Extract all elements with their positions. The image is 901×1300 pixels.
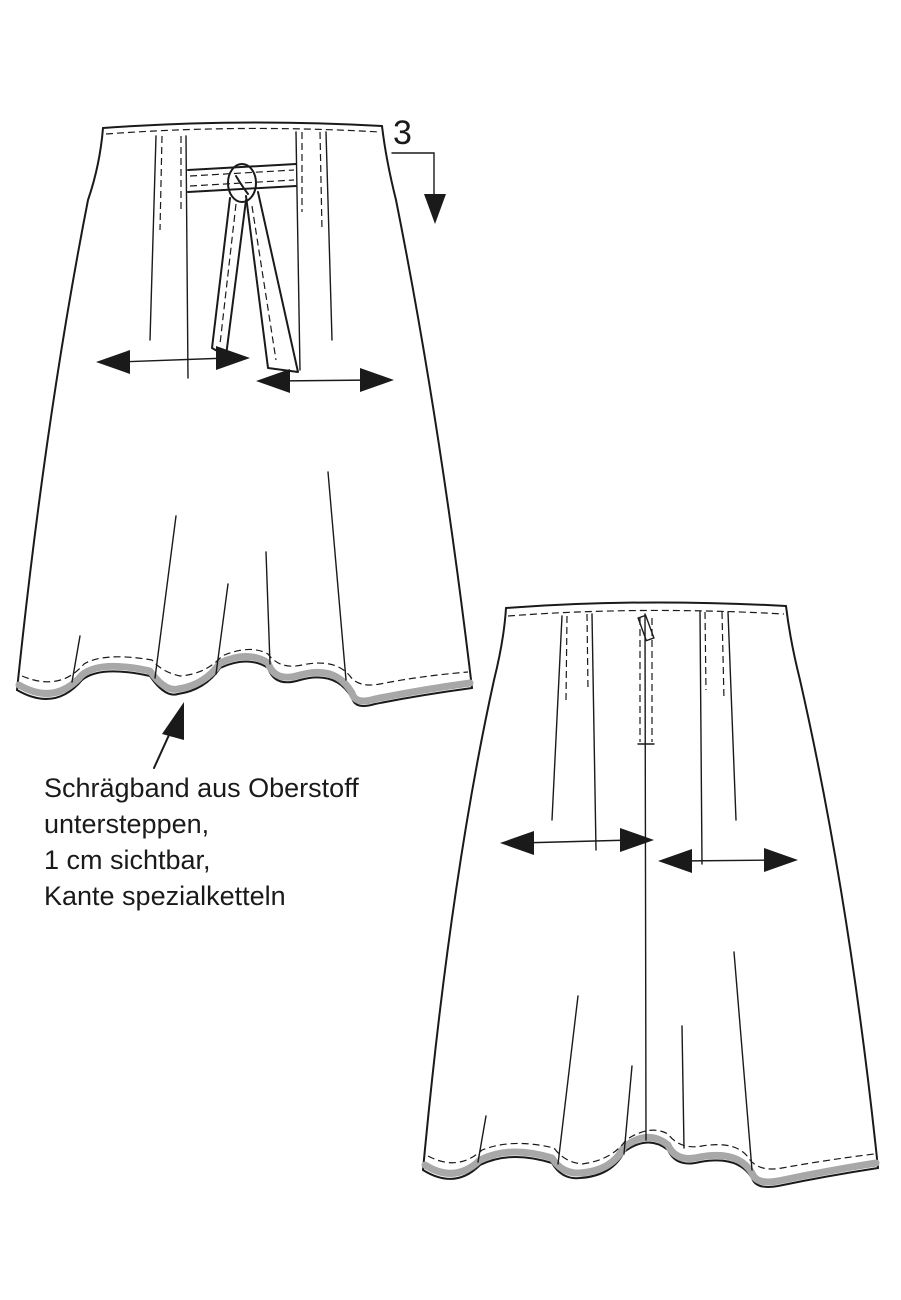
instruction-line-3: 1 cm sichtbar, — [44, 845, 211, 875]
instruction-line-2: untersteppen, — [44, 809, 210, 839]
back-hem — [423, 1142, 878, 1187]
skirt-back-view — [423, 602, 878, 1187]
down-arrow-icon — [424, 194, 446, 224]
front-grainline-arrow-left — [96, 346, 250, 374]
back-side-seam-right — [786, 606, 878, 1168]
bias-tape-instruction — [44, 770, 359, 914]
front-waistband — [103, 122, 382, 128]
step-number: 3 — [393, 114, 412, 152]
front-side-seam-right — [382, 126, 472, 688]
front-side-seam-left — [17, 128, 103, 690]
instruction-line-1: Schrägband aus Oberstoff — [44, 773, 359, 803]
instruction-line-4: Kante spezialketteln — [44, 881, 286, 911]
center-back-seam — [645, 614, 646, 1140]
front-grainline-arrow-right — [256, 368, 394, 393]
belt-tie — [188, 164, 298, 372]
skirt-front-view — [17, 114, 472, 768]
back-waistband — [506, 602, 786, 608]
back-grainline-arrow-left — [500, 828, 654, 855]
step-indicator — [392, 114, 446, 224]
front-hem — [17, 662, 472, 707]
annotation-pointer-arrow — [154, 702, 184, 768]
back-grainline-arrow-right — [658, 848, 798, 873]
